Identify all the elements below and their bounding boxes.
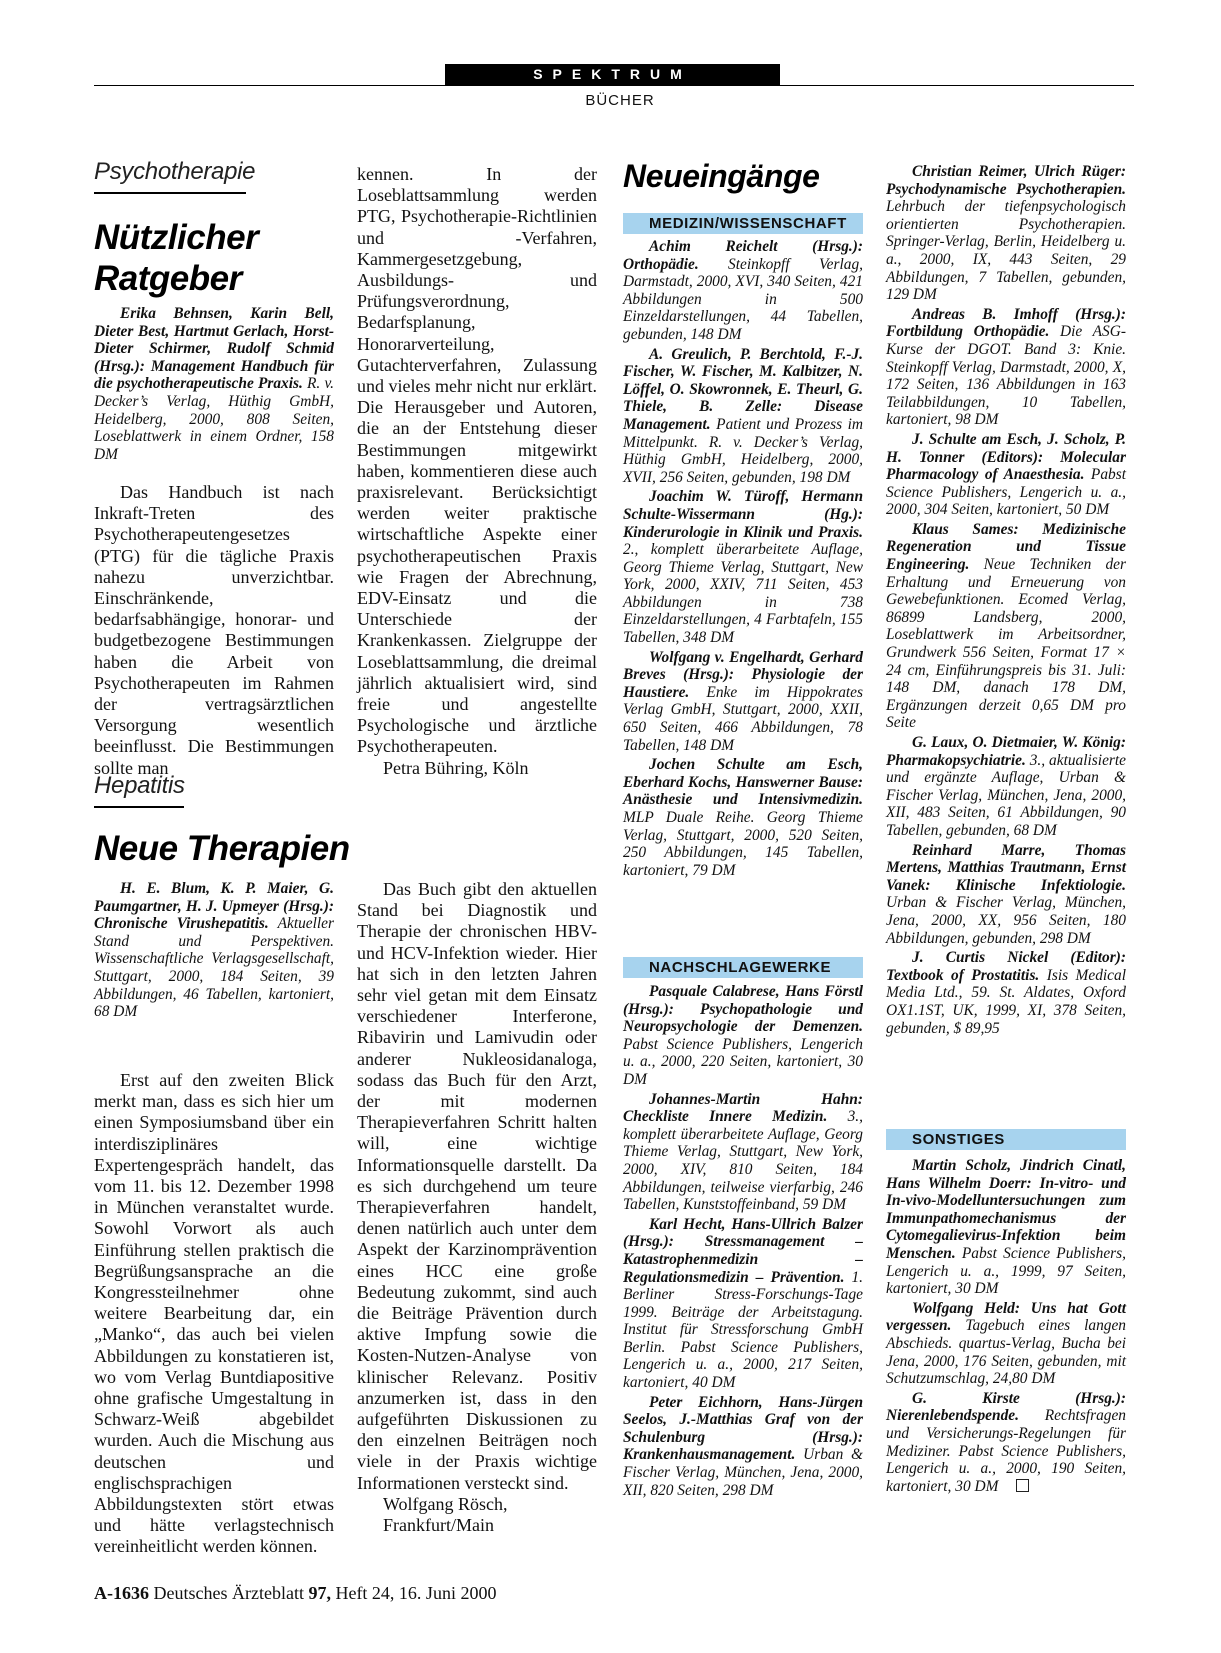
article2-body-col1: [94, 1070, 334, 1558]
article1-headline: [94, 217, 258, 299]
book-entry: [886, 842, 1126, 948]
book-entry-title: G. Laux, O. Dietmaier, W. König: Pharmakopsychiatrie.: [886, 734, 1126, 769]
book-entry-title: Joachim W. Türoff, Hermann Schulte-Wissermann (Hg.): Kinderurologie in Klinik und Praxis.: [623, 488, 863, 541]
article2-headline: Neue Therapien: [94, 829, 350, 868]
entry-list-medizin: [623, 238, 863, 879]
book-entry-title: Martin Scholz, Jindrich Cinatl, Hans Wilhelm Doerr: In-vitro- und In-vivo-Modelluntersuchungen zum Immunpathomechanismus der Cytomegalievirus-Infektion beim Menschen.: [886, 1157, 1126, 1262]
article1-headline-line2: Ratgeber: [94, 259, 242, 298]
book-entry-title: Klaus Sames: Medizinische Regeneration und Tissue Engineering.: [886, 520, 1126, 574]
article2-author-line1: Wolfgang Rösch,: [383, 1493, 508, 1514]
article2-paragraph1: Erst auf den zweiten Blick merkt man, dass es sich hier um einen Symposiumsband über ein interdisziplinäres Expertengespräch handelt, das vom 11. bis 12. Dezember 1998 in München veranstaltet wurde. Sowohl Vorwort als auch Einführung stellen praktisch die Begrüßungsansprache an die Kongressteilnehmer ohne weitere Bearbeitung dar, ein „Manko“, das auch bei vielen Abbildungen zu konstatieren ist, wo vom Verlag Buntdiapositive ohne grafische Umgestaltung in Schwarz-Weiß abgebildet wurden. Auch die Mischung aus deutschen und englischsprachigen Abbildungstexten stört etwas und hätte verlagstechnisch vereinheitlicht werden können.: [94, 1070, 334, 1557]
footer-page-number: A-1636: [94, 1583, 149, 1603]
book-entry-title: Achim Reichelt (Hrsg.): Orthopädie.: [623, 238, 863, 273]
book-entry: [623, 649, 863, 755]
book-entry: [623, 238, 863, 344]
article1-paragraph2: kennen. In der Loseblattsammlung werden PTG, Psychotherapie-Richtlinien und -Verfahren, Kammergesetzgebung, Ausbildungs- und Prüfungsverordnung, Bedarfsplanung, Honorarverteilung, Gutachterverfahren, Zulassung und vieles mehr nicht nur erklärt. Die Herausgeber und Autoren, die an der Entstehung dieser Bestimmungen mitgewirkt haben, kommentieren diese auch praxisrelevant. Berücksichtigt werden weiter praktische wirtschaftliche Aspekte einer psychotherapeutischen Praxis wie Fragen der Abrechnung, EDV-Einsatz und die Unterschiede der Krankenkassen. Zielgruppe der Loseblattsammlung, die dreimal jährlich aktualisiert wird, sind freie und angestellte Psychologische und ärztliche Psychotherapeuten.: [357, 164, 597, 757]
article1-author: Petra Bühring, Köln: [383, 757, 529, 778]
book-entry: [623, 1394, 863, 1500]
subsection-label: BÜCHER: [585, 92, 655, 109]
book-entry-title: J. Schulte am Esch, J. Scholz, P. H. Tonner (Editors): Molecular Pharmacology of Anaesthesia.: [886, 430, 1126, 484]
book-entry: [886, 306, 1126, 429]
book-entry-title: A. Greulich, P. Berchtold, F.-J. Fischer, W. Fischer, M. Kalbitzer, N. Löffel, O. Skowronnek, E. Theurl, G. Thiele, B. Zelle: Disease Management.: [623, 345, 863, 433]
book-entry-title: Karl Hecht, Hans-Ullrich Balzer (Hrsg.): Stressmanagement – Katastrophenmedizin – Regulationsmedizin – Prävention.: [623, 1215, 863, 1286]
article2-biblio: [94, 880, 334, 1021]
book-entry-details: Die ASG-Kurse der DGOT. Band 3: Knie. Steinkopff Verlag, Darmstadt, 2000, X, 172 Seiten, 136 Abbildungen in 163 Teilabbildungen, 10 Tabellen, kartoniert, 98 DM: [886, 323, 1126, 429]
neueingaenge-col3-nachschlage: [623, 957, 863, 1501]
book-entry: [886, 949, 1126, 1037]
book-entry-details: Urban & Fischer Verlag, München, Jena, 2000, XX, 956 Seiten, 180 Abbildungen, gebunden, 298 DM: [886, 894, 1126, 947]
footer-journal: Deutsches Ärzteblatt: [153, 1583, 304, 1603]
book-entry: [886, 1300, 1126, 1388]
end-of-section-mark: [1016, 1479, 1029, 1492]
book-entry: [886, 1157, 1126, 1298]
book-entry: [623, 983, 863, 1089]
footer-issue: Heft 24, 16. Juni 2000: [335, 1583, 497, 1603]
book-entry-title: J. Curtis Nickel (Editor): Textbook of Prostatitis.: [886, 949, 1126, 984]
book-entry-title: Jochen Schulte am Esch, Eberhard Kochs, Hanswerner Bause: Anästhesie und Intensivmedizin.: [623, 756, 863, 809]
article2-paragraph2: Das Buch gibt den aktuellen Stand bei Diagnostik und Therapie der chronischen HBV- und HCV-Infektion wieder. Hier hat sich in den letzten Jahren sehr viel getan mit dem Einsatz verschiedener Interferone, Ribavirin und Lamivudin oder anderer Nukleosidanaloga, sodass das Buch für den Arzt, der mit modernen Therapieverfahren Schritt halten will, eine wichtige Informationsquelle darstellt. Da es sich durchgehend um teure Therapieverfahren handelt, denen natürlich auch unter dem Aspekt der Karzinomprävention eines HCC eine große Bedeutung zukommt, sind auch die Beiträge Prävention durch aktive Impfung sowie die Kosten-Nutzen-Analyse von klinischer Relevanz. Positiv anzumerken ist, dass in den aufgeführten Diskussionen zu den einzelnen Beiträgen noch viele in der Praxis wichtige Informationen versteckt sind.: [357, 879, 597, 1493]
book-entry: [623, 1216, 863, 1392]
article2-biblio-title: H. E. Blum, K. P. Maier, G. Paumgartner, H. J. Upmeyer (Hrsg.): Chronische Virushepatitis.: [94, 880, 334, 933]
entry-list-nachschlagewerke: [623, 983, 863, 1499]
article1-paragraph1: Das Handbuch ist nach Inkraft-Treten des Psychotherapeutengesetzes (PTG) für die tägliche Praxis nahezu unverzichtbar. Einschränkende, bedarfsabhängige, honorar- und budgetbezogene Bestimmungen haben die Arbeit von Psychotherapeuten im Rahmen der vertragsärztlichen Versorgung wesentlich beeinflusst. Die Bestimmungen sollte man: [94, 482, 334, 778]
article1-biblio-details: R. v. Decker’s Verlag, Hüthig GmbH, Heidelberg, 2000, 808 Seiten, Loseblattwerk in einem Ordner, 158 DM: [94, 375, 334, 463]
book-entry-title: Wolfgang v. Engelhardt, Gerhard Breves (Hrsg.): Physiologie der Haustiere.: [623, 648, 863, 701]
book-entry-details: 3., komplett überarbeitete Auflage, Georg Thieme Verlag, Stuttgart, New York, 2000, XIV, 810 Seiten, 184 Abbildungen, teilweise vierfarbig, 246 Tabellen, Kunststoffeinband, 59 DM: [623, 1108, 863, 1214]
article2-author-line2: Frankfurt/Main: [383, 1515, 494, 1536]
book-entry: [886, 734, 1126, 840]
book-entry-title: Pasquale Calabrese, Hans Förstl (Hrsg.): Psychopathologie und Neuropsychologie der Demenzen.: [623, 983, 863, 1036]
book-entry-details: Neue Techniken der Erhaltung und Erneuerung von Gewebefunktionen. Ecomed Verlag, 86899 Landsberg, 2000, Loseblattwerk im Arbeitsordner, Grundwerk 556 Seiten, Format 17 × 24 cm, Einführungspreis bis 31. Juli: 148 DM, danach 178 DM, Ergänzungen derzeit 0,65 DM pro Seite: [886, 556, 1126, 732]
article1-body-col1: [94, 482, 334, 779]
book-entry-details: Lehrbuch der tiefenpsychologisch orientierten Psychotherapien. Springer-Verlag, Berlin, Heidelberg u. a., 2000, IX, 443 Seiten, 29 Abbildungen, 7 Tabellen, gebunden, 129 DM: [886, 198, 1126, 304]
article2-body-col2: [357, 879, 597, 1536]
book-entry-title: Christian Reimer, Ulrich Rüger: Psychodynamische Psychotherapien.: [886, 163, 1126, 198]
neueingaenge-col4-sonstiges: [886, 1129, 1126, 1497]
book-entry-details: 3., aktualisierte und ergänzte Auflage, Urban & Fischer Verlag, München, Jena, 2000, XII, 483 Seiten, 61 Abbildungen, 90 Tabellen, gebunden, 68 DM: [886, 751, 1126, 839]
article1-kicker: Psychotherapie: [94, 158, 256, 185]
neueingaenge-title: Neueingänge: [623, 158, 820, 194]
book-entry-details: Enke im Hippokrates Verlag GmbH, Stuttgart, 2000, XXII, 650 Seiten, 466 Abbildungen, 78 Tabellen, 148 DM: [623, 683, 863, 754]
book-entry-details: Urban & Fischer Verlag, München, Jena, 2000, XII, 820 Seiten, 298 DM: [623, 1446, 863, 1499]
article2-biblio-details: Aktueller Stand und Perspektiven. Wissenschaftliche Verlagsgesellschaft, Stuttgart, 2000, 184 Seiten, 39 Abbildungen, 46 Tabellen, kartoniert, 68 DM: [94, 915, 334, 1021]
book-entry-details: MLP Duale Reihe. Georg Thieme Verlag, Stuttgart, 2000, 520 Seiten, 250 Abbildungen, 145 Tabellen, kartoniert, 79 DM: [623, 809, 863, 879]
book-entry-title: Andreas B. Imhoff (Hrsg.): Fortbildung Orthopädie.: [886, 305, 1126, 341]
article1-biblio-title: Erika Behnsen, Karin Bell, Dieter Best, Hartmut Gerlach, Horst-Dieter Schirmer, Rudolf Schmid (Hrsg.): Management Handbuch für die psychotherapeutische Praxis.: [94, 305, 334, 393]
article1-kicker-rule: [94, 192, 246, 194]
book-entry: [886, 163, 1126, 304]
book-entry-details: Pabst Science Publishers, Lengerich u. a., 2000, 220 Seiten, kartoniert, 30 DM: [623, 1035, 863, 1088]
section-header-medizin: MEDIZIN/WISSENSCHAFT: [623, 213, 863, 234]
book-entry-title: Peter Eichhorn, Hans-Jürgen Seelos, J.-Matthias Graf von der Schulenburg (Hrsg.): Krankenhausmanagement.: [623, 1393, 863, 1464]
book-entry-title: Johannes-Martin Hahn: Checkliste Innere Medizin.: [623, 1090, 863, 1126]
section-label: SPEKTRUM: [445, 64, 780, 85]
section-header-sonstiges: SONSTIGES: [886, 1129, 1126, 1150]
article1-body-col2: [357, 164, 597, 779]
article1-headline-line1: Nützlicher: [94, 218, 259, 257]
book-entry-details: Rechtsfragen und Versicherungs-Regelungen für Mediziner. Pabst Science Publishers, Lengerich u. a., 2000, 190 Seiten, kartoniert, 30 DM: [886, 1407, 1126, 1495]
neueingaenge-col4: [886, 163, 1126, 1039]
book-entry-title: Reinhard Marre, Thomas Mertens, Matthias Trautmann, Ernst Vanek: Klinische Infektiologie.: [886, 841, 1126, 894]
article2-kicker: Hepatitis: [94, 772, 185, 799]
book-entry: [623, 756, 863, 879]
book-entry-details: Isis Medical Media Ltd., 59. St. Aldates, Oxford OX1.1ST, UK, 1999, XI, 378 Seiten, gebunden, $ 89,95: [886, 966, 1126, 1037]
page-footer: [94, 1583, 496, 1604]
book-entry-title: G. Kirste (Hrsg.): Nierenlebendspende.: [886, 1389, 1126, 1425]
book-entry-title: Wolfgang Held: Uns hat Gott vergessen.: [886, 1299, 1126, 1335]
book-entry-details: Pabst Science Publishers, Lengerich u. a., 1999, 97 Seiten, kartoniert, 30 DM: [886, 1244, 1126, 1298]
book-entry-details: Patient und Prozess im Mittelpunkt. R. v. Decker’s Verlag, Hüthig GmbH, Heidelberg, 2000, XVII, 256 Seiten, gebunden, 198 DM: [623, 415, 863, 486]
book-entry-details: Steinkopff Verlag, Darmstadt, 2000, XVI, 340 Seiten, 421 Abbildungen in 500 Einzeldarstellungen, 44 Tabellen, gebunden, 148 DM: [623, 255, 863, 343]
header-rule: [94, 85, 1134, 86]
book-entry-details: 2., komplett überarbeitete Auflage, Georg Thieme Verlag, Stuttgart, New York, 2000, XXIV, 711 Seiten, 453 Abbildungen in 738 Einzeldarstellungen, 4 Farbtafeln, 155 Tabellen, 348 DM: [623, 541, 863, 647]
book-entry: [886, 431, 1126, 519]
book-entry: [623, 346, 863, 487]
section-header-nachschlagewerke: NACHSCHLAGEWERKE: [623, 957, 863, 978]
article1-biblio: [94, 305, 334, 463]
book-entry: [623, 1091, 863, 1214]
book-entry: [623, 488, 863, 646]
book-entry-details: Tagebuch eines langen Abschieds. quartus-Verlag, Bucha bei Jena, 2000, 176 Seiten, gebunden, mit Schutzumschlag, 24,80 DM: [886, 1317, 1126, 1388]
book-entry: [886, 1390, 1126, 1496]
entry-list-sonstiges: [886, 1157, 1126, 1495]
book-entry-details: Pabst Science Publishers, Lengerich u. a., 2000, 304 Seiten, kartoniert, 50 DM: [886, 466, 1126, 519]
book-entry: [886, 521, 1126, 732]
neueingaenge-col3: [623, 213, 863, 881]
article2-kicker-rule: [94, 806, 184, 808]
entry-list-medizin-cont: [886, 163, 1126, 1037]
footer-volume: 97,: [308, 1583, 331, 1603]
book-entry-details: 1. Berliner Stress-Forschungs-Tage 1999. Beiträge der Arbeitstagung. Institut für Stressforschung GmbH Berlin. Pabst Science Publishers, Lengerich u. a., 2000, 217 Seiten, kartoniert, 40 DM: [623, 1268, 864, 1392]
